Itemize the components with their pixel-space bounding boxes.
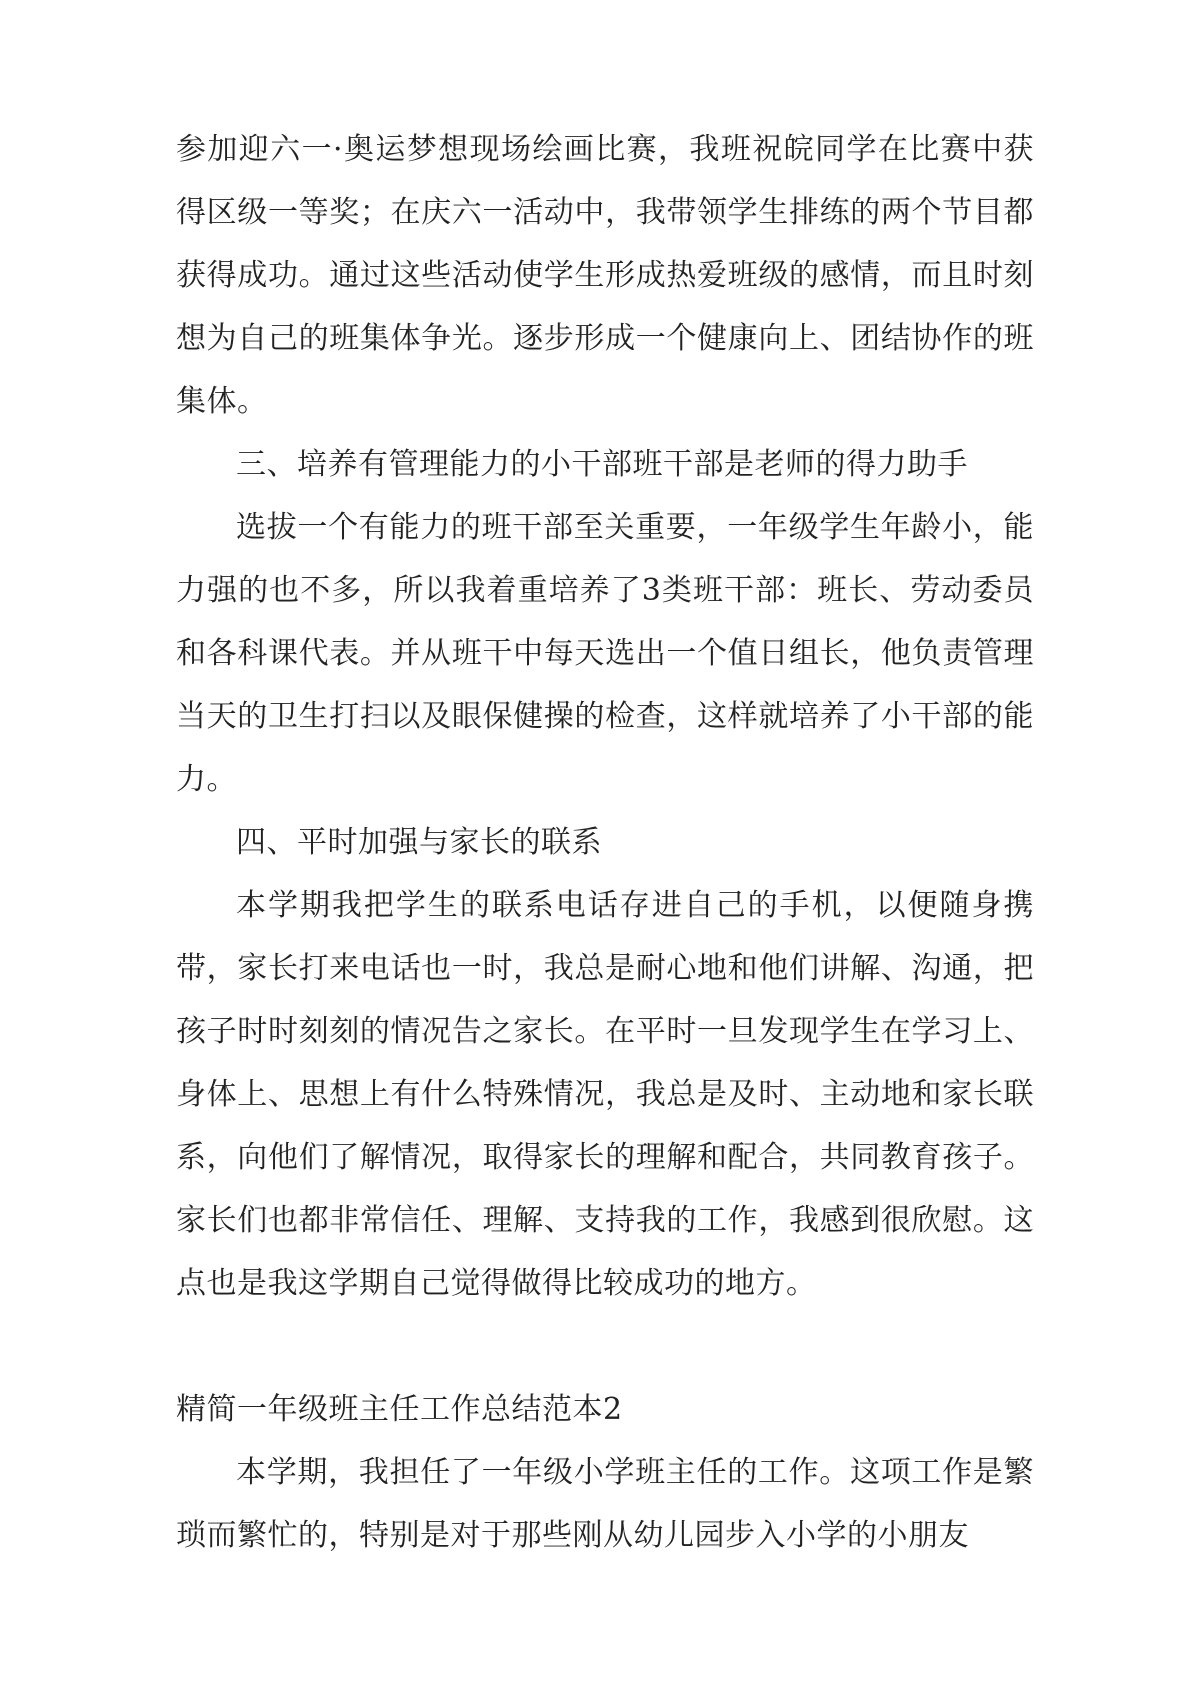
section-heading-three: 三、培养有管理能力的小干部班干部是老师的得力助手 <box>236 447 968 482</box>
paragraph-activities-continued: 参加迎六一·奥运梦想现场绘画比赛，我班祝皖同学在比赛中获得区级一等奖；在庆六一活动中，我带领学生排练的两个节目都获得成功。通过这些活动使学生形成热爱班级的感情，而且时刻想为自己的班集体争光。逐步形成一个健康向上、团结协作的班集体。 <box>176 132 1034 419</box>
document-body <box>176 118 1034 1567</box>
paragraph-parent-contact: 本学期我把学生的联系电话存进自己的手机，以便随身携带，家长打来电话也一时，我总是耐心地和他们讲解、沟通，把孩子时时刻刻的情况告之家长。在平时一旦发现学生在学习上、身体上、思想上有什么特殊情况，我总是及时、主动地和家长联系，向他们了解情况，取得家长的理解和配合，共同教育孩子。家长们也都非常信任、理解、支持我的工作，我感到很欣慰。这点也是我这学期自己觉得做得比较成功的地方。 <box>176 888 1034 1301</box>
paragraph-class-cadres: 选拔一个有能力的班干部至关重要，一年级学生年龄小，能力强的也不多，所以我着重培养了3类班干部：班长、劳动委员和各科课代表。并从班干中每天选出一个值日组长，他负责管理当天的卫生打扫以及眼保健操的检查，这样就培养了小干部的能力。 <box>176 510 1034 797</box>
paragraph-intro-2: 本学期，我担任了一年级小学班主任的工作。这项工作是繁琐而繁忙的，特别是对于那些刚从幼儿园步入小学的小朋友 <box>176 1455 1034 1553</box>
section-heading-four: 四、平时加强与家长的联系 <box>236 825 602 860</box>
document-title-2: 精简一年级班主任工作总结范本2 <box>176 1392 623 1427</box>
